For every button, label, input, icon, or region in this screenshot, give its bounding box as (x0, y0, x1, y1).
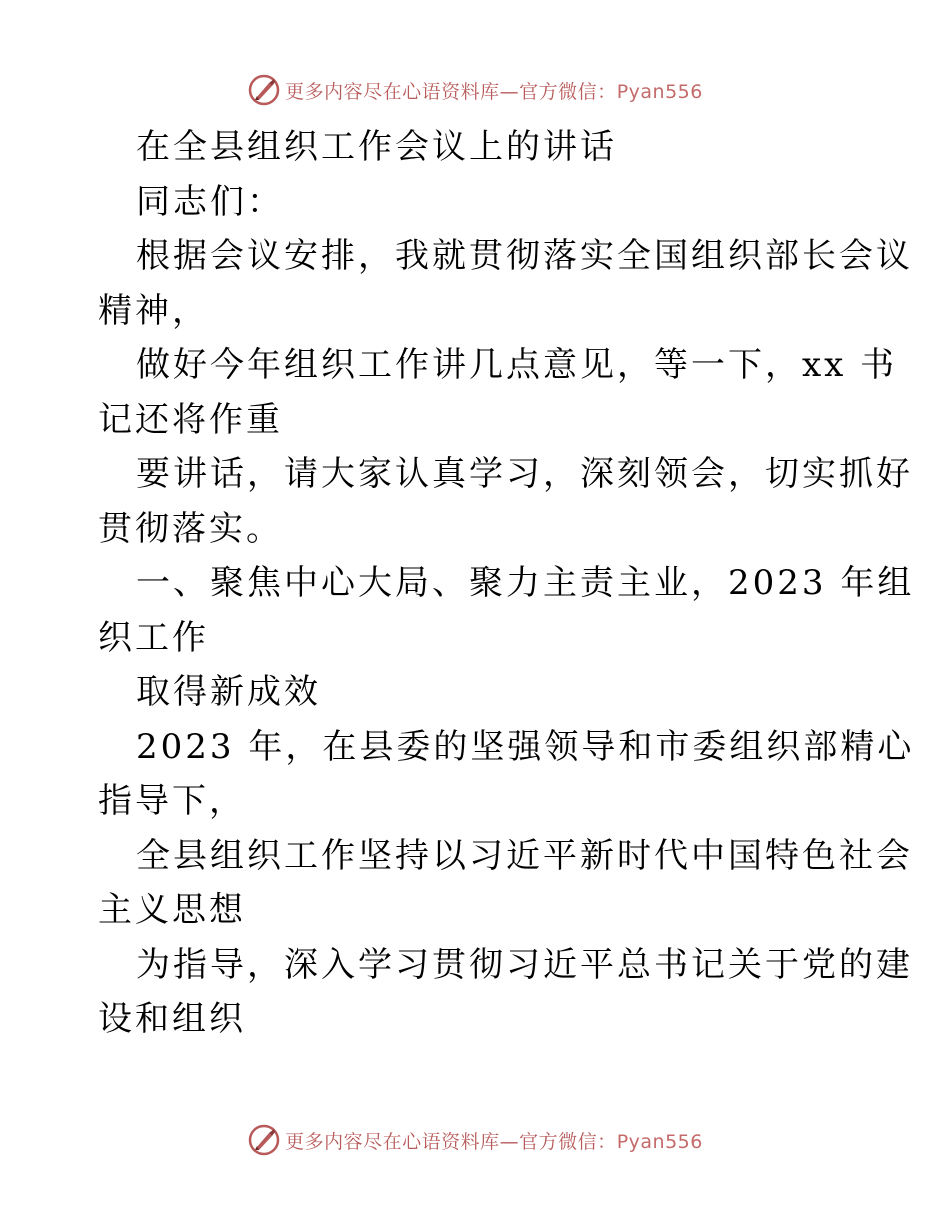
quill-logo-icon (247, 73, 281, 107)
paragraph-line: 贯彻落实。 (98, 508, 283, 549)
section-heading-line: 织工作 (98, 617, 209, 658)
paragraph-line: 设和组织 (98, 999, 246, 1039)
footer-watermark (0, 1120, 950, 1160)
paragraph-line: 全县组织工作坚持以习近平新时代中国特色社会 (136, 835, 913, 876)
paragraph-line: 精神， (98, 290, 209, 331)
section-heading-line: 取得新成效 (136, 672, 321, 712)
paragraph-line: 同志们： (136, 181, 284, 222)
header-watermark (0, 70, 950, 110)
paragraph-line: 要讲话，请大家认真学习，深刻领会，切实抓好 (136, 454, 913, 494)
watermark-account: Pyan556 (616, 1130, 703, 1153)
watermark-text (285, 1127, 703, 1154)
watermark-separator: — (499, 80, 520, 103)
document-body (98, 120, 915, 1047)
paragraph-line: 为指导，深入学习贯彻习近平总书记关于党的建 (136, 944, 913, 985)
watermark-text (285, 77, 703, 104)
paragraph-line: 记还将作重 (98, 399, 283, 440)
watermark-label: 官方微信： (519, 80, 617, 103)
paragraph-line: 做好今年组织工作讲几点意见，等一下，xx 书 (136, 345, 898, 385)
watermark-site-text: 更多内容尽在心语资料库 (285, 1130, 500, 1153)
paragraph-line: 2023 年，在县委的坚强领导和市委组织部精心 (136, 726, 915, 767)
quill-logo-icon (247, 1123, 281, 1157)
paragraph-line: 指导下， (98, 781, 246, 821)
paragraph-line: 根据会议安排，我就贯彻落实全国组织部长会议 (136, 236, 913, 276)
watermark-label: 官方微信： (519, 1130, 617, 1153)
watermark-account: Pyan556 (616, 80, 703, 103)
watermark-site-text: 更多内容尽在心语资料库 (285, 80, 500, 103)
section-heading-line: 一、聚焦中心大局、聚力主责主业，2023 年组 (136, 563, 915, 603)
watermark-separator: — (499, 1130, 520, 1153)
document-title: 在全县组织工作会议上的讲话 (136, 127, 617, 167)
paragraph-line: 主义思想 (98, 890, 246, 930)
